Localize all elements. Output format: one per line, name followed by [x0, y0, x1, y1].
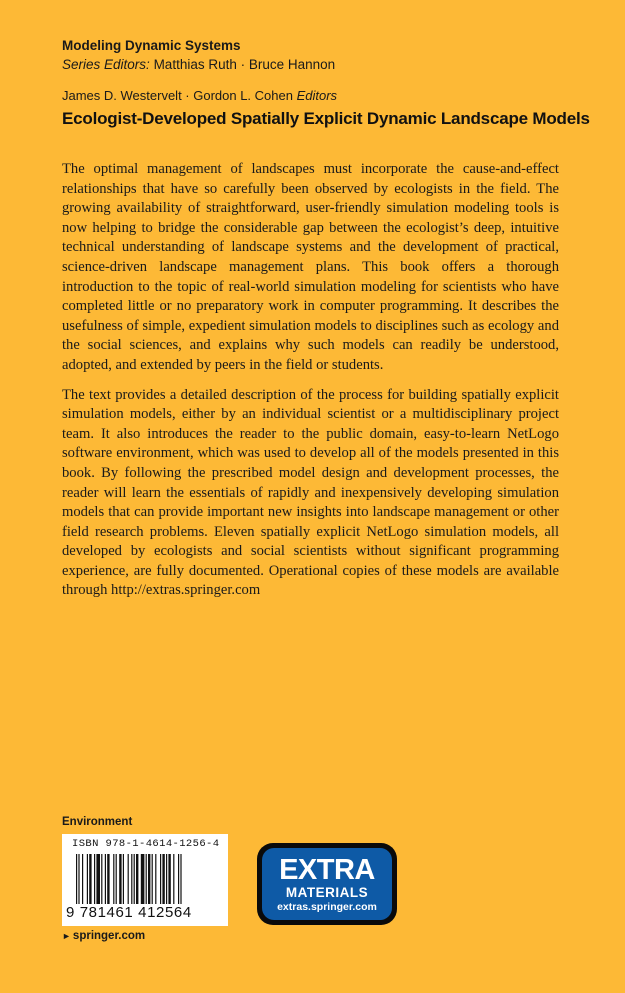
description-paragraph-2: The text provides a detailed description of the process for building spatially explicit simulation models, either by an individual scientist or a multidisciplinary project team. It also introduces the reader to the public domain, easy-to-learn NetLogo software environment, which was used to develop all of the models presented in this book. By following the prescribed model design and development processes, the reader will learn the essentials of rapidly and inexpensively developing simulation models that can provide important new insights into landscape management or other field research problems. Eleven spatially explicit NetLogo simulation models, all developed by ecologists and social scientists without significant programming experience, are fully documented. Operational copies of these models are available through http://extras.springer.com	[62, 386, 559, 599]
book-authors-role: Editors	[296, 88, 338, 103]
extra-materials-badge	[257, 843, 397, 925]
book-editors	[62, 87, 337, 105]
barcode-bar	[89, 854, 91, 904]
barcode-bar	[113, 854, 114, 904]
book-authors: James D. Westervelt · Gordon L. Cohen	[62, 88, 293, 103]
publisher-link[interactable]	[62, 930, 145, 942]
barcode-bar	[152, 854, 153, 904]
barcode-bar	[173, 854, 174, 904]
barcode-bar	[162, 854, 164, 904]
publisher-name: springer.com	[72, 930, 146, 942]
barcode-bar	[136, 854, 138, 904]
arrow-right-icon: ►	[62, 931, 71, 941]
barcode-bar	[134, 854, 135, 904]
barcode-bar	[141, 854, 145, 904]
subject-category: Environment	[62, 816, 133, 828]
description-paragraph-1: The optimal management of landscapes must incorporate the cause-and-effect relationships that have so carefully been observed by ecologists in the field. The growing availability of straightforward, user-friendly simulation modeling tools is now helping to bridge the considerable gap between the ecologist’s deep, intuitive technical understanding of landscape systems and the development of practical, science-driven landscape management plans. This book offers a thorough introduction to the topic of real-world simulation modeling for scientists who have completed little or no preparatory work in computer programming. It describes the usefulness of simple, expedient simulation models to disciplines such as ecology and the social sciences, and explains why such models can readily be understood, adopted, and extended by peers in the field or students.	[62, 161, 559, 373]
series-editors: Matthias Ruth · Bruce Hannon	[153, 57, 336, 72]
barcode-bar	[160, 854, 161, 904]
barcode-bar	[116, 854, 117, 904]
barcode-bar	[146, 854, 147, 904]
barcode-bar	[101, 854, 102, 904]
extra-materials-inner	[262, 848, 392, 920]
book-title: Ecologist-Developed Spatially Explicit Dynamic Landscape Models	[62, 109, 590, 128]
barcode-bars	[76, 854, 216, 904]
barcode-bar	[96, 854, 100, 904]
barcode-bar	[105, 854, 106, 904]
barcode-bar	[166, 854, 167, 904]
barcode-bar	[168, 854, 170, 904]
series-info	[62, 36, 335, 74]
barcode-bar	[131, 854, 132, 904]
series-name: Modeling Dynamic Systems	[62, 38, 241, 53]
book-description	[62, 160, 559, 611]
barcode-bar	[155, 854, 156, 904]
isbn-text: ISBN 978-1-4614-1256-4	[72, 838, 220, 850]
barcode-number: 9 781461 412564	[66, 904, 192, 921]
barcode-bar	[107, 854, 109, 904]
extra-word: EXTRA	[279, 854, 375, 886]
barcode-bar	[78, 854, 79, 904]
barcode-bar	[123, 854, 124, 904]
barcode-bar	[180, 854, 181, 904]
barcode-bar	[76, 854, 77, 904]
barcode-bar	[148, 854, 150, 904]
barcode-bar	[128, 854, 129, 904]
extra-materials-word: MATERIALS	[285, 885, 369, 900]
series-editors-line	[62, 55, 335, 74]
barcode-bar	[178, 854, 179, 904]
extra-materials-url: extras.springer.com	[277, 901, 377, 913]
series-editors-label: Series Editors:	[62, 57, 150, 72]
barcode-bar	[87, 854, 88, 904]
isbn-barcode	[62, 834, 228, 926]
barcode-bar	[94, 854, 95, 904]
barcode-bar	[82, 854, 83, 904]
barcode-bar	[119, 854, 121, 904]
